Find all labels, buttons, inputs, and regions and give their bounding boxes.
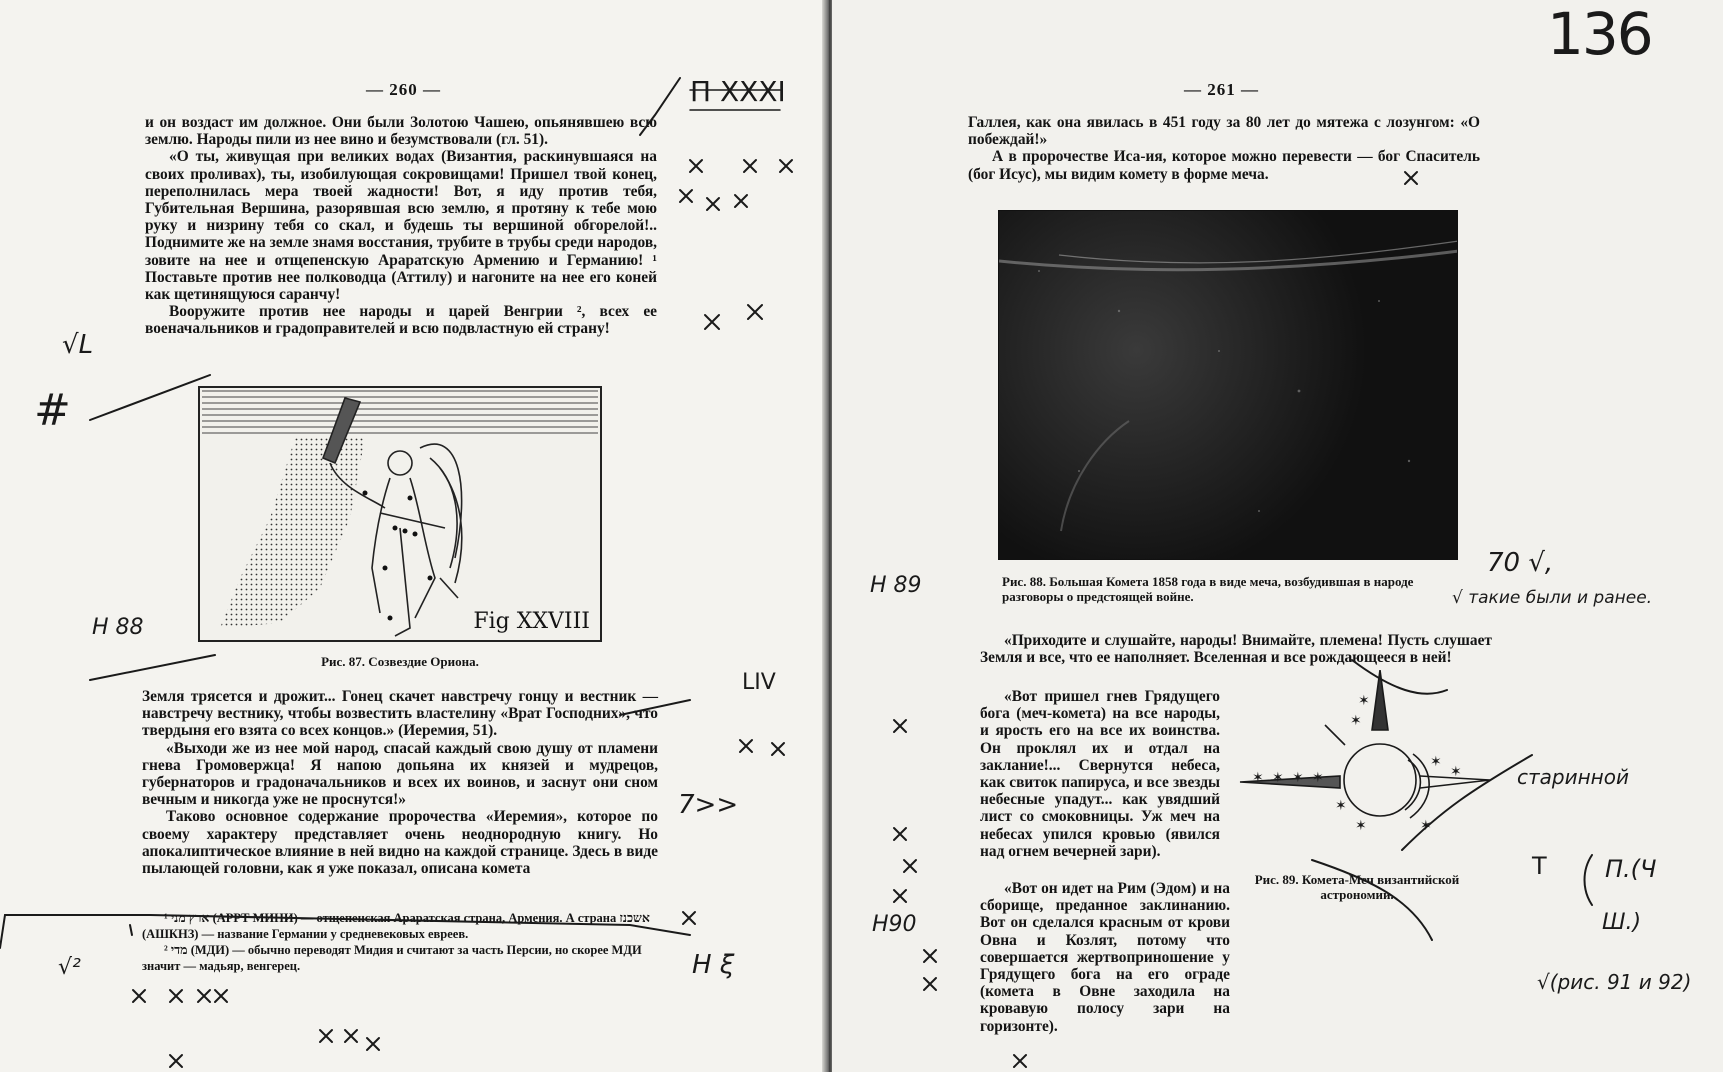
- annotation: 70 √,: [1487, 548, 1554, 578]
- left-text-top: [145, 114, 657, 338]
- annotation: Ш.): [1602, 910, 1642, 935]
- annotation: √ такие были и ранее.: [1452, 588, 1653, 608]
- paragraph: и он воздаст им должное. Они были Золотою Чашею, опьянявшею всю землю. Народы пили из нее вино и безумствовали (гл. 51).: [145, 114, 657, 149]
- svg-text:✶: ✶: [1350, 713, 1362, 729]
- annotation: 7>>: [678, 790, 739, 820]
- svg-text:✶: ✶: [1420, 818, 1432, 834]
- annotation: √(рис. 91 и 92): [1537, 970, 1692, 994]
- page-number-right: — 261 —: [1184, 80, 1259, 99]
- svg-text:✶: ✶: [1355, 818, 1367, 834]
- annotation: Н 88: [92, 615, 144, 640]
- comet-sword-figure: [1230, 670, 1510, 850]
- footnote: ² מדי (МДИ) — обычно переводят Мидия и считают за часть Персии, но скорее МДИ значит — мадьяр, венгерец.: [142, 943, 642, 973]
- svg-text:✶: ✶: [1450, 764, 1462, 780]
- paragraph: Галлея, как она явилась в 451 году за 80 лет до мятежа с лозунгом: «О побеждай!»: [968, 114, 1480, 149]
- annotation: LIV: [742, 670, 776, 695]
- figure-caption-87: Рис. 87. Созвездие Ориона.: [321, 654, 479, 669]
- svg-text:✶: ✶: [1335, 798, 1347, 814]
- corner-mark: 136: [1547, 0, 1652, 68]
- annotation: Н 89: [870, 573, 922, 598]
- svg-text:✶: ✶: [1292, 770, 1304, 786]
- right-text-end: [980, 880, 1230, 1035]
- paragraph: «Выходи же из нее мой народ, спасай каждый свою душу от пламени гнева Громовержца! Я напою допьяна их князей и мудрецов, губернаторов и градоначальников и всех их воинов, и заснут они сном вечным и никогда уже не проснутся!»: [142, 739, 658, 809]
- annotation: Н90: [872, 912, 917, 937]
- page-number-left: — 260 —: [366, 80, 441, 99]
- svg-text:✶: ✶: [1252, 770, 1264, 786]
- paragraph: А в пророчестве Иса-ия, которое можно перевести — бог Спаситель (бог Исус), мы видим комету в форме меча.: [968, 148, 1480, 183]
- paragraph: Вооружите против нее народы и царей Венгрии ², всех ее военачальников и градоправителей и всю подвластную ей страну!: [145, 303, 657, 338]
- paragraph: «Вот пришел гнев Грядущего бога (меч-комета) на все народы, и ярость его на все их воинства. Он проклял их и отдал на заклание!... Свернутся небеса, как свиток папируса, и все звезды небесные упадут... как увядший лист со смоковницы. Уж меч на небесах упился кровью (явился над огнем вечерней зари).: [980, 688, 1220, 860]
- paragraph: Таково основное содержание пророчества «Иеремия», которое по своему характеру представляет очень неоднородную книгу. Но апокалиптическое влияние в ней видно на каждой странице. Здесь в виде пылающей головни, как я уже показал, описана комета: [142, 808, 658, 878]
- annotation: П.(Ч: [1605, 855, 1657, 883]
- right-text-top: [968, 114, 1480, 183]
- right-page: [832, 0, 1723, 1072]
- paragraph: «Вот он идет на Рим (Эдом) и на сборище, преданное заклинанию. Вот он сделался красным от крови Овна и Козлят, потому что совершается жертвоприношение у Грядущего бога на его ограде (комета в Овне заходила на кровавую полосу зари на горизонте).: [980, 880, 1230, 1035]
- annotation: √²: [58, 955, 81, 980]
- orion-illustration: [200, 388, 600, 640]
- annotation: Н ξ: [692, 950, 735, 980]
- left-text-bottom: [142, 688, 658, 877]
- comet-illustration: [999, 211, 1457, 559]
- right-text-bottom: [980, 632, 1492, 666]
- annotation: П XXXI: [690, 75, 786, 108]
- figure-caption-88: Рис. 88. Большая Комета 1858 года в виде меча, возбудившая в народе разговоры о предстоящей войне.: [1002, 574, 1414, 604]
- right-text-column: [980, 688, 1220, 860]
- paragraph: «Приходите и слушайте, народы! Внимайте, племена! Пусть слушает Земля и все, что ее наполняет. Вселенная и все рождающееся в ней!: [980, 632, 1492, 667]
- svg-text:✶: ✶: [1272, 770, 1284, 786]
- annotation: Т: [1532, 852, 1547, 880]
- footnote: ¹ ארץ מני (АРРТ МИНИ) — отщепенская Араратская страна, Армения. А страна אשכנז (АШКНЗ) — название Германии у средневековых евреев.: [142, 911, 650, 941]
- svg-text:✶: ✶: [1430, 754, 1442, 770]
- paragraph: Земля трясется и дрожит... Гонец скачет навстречу гонцу и вестник — навстречу вестнику, чтобы возвестить властелину «Врат Господних», что твердыня его взята со всех концов.» (Иеремия, 51).: [142, 688, 658, 740]
- comet-photo: [998, 210, 1458, 560]
- svg-text:✶: ✶: [1358, 693, 1370, 709]
- svg-text:✶: ✶: [1312, 770, 1324, 786]
- figure-label: Fig XXVIII: [473, 609, 590, 634]
- paragraph: «О ты, живущая при великих водах (Византия, раскинувшаяся на своих проливах), ты, изобилующая сокровищами! Пришел твой конец, переполнилась мера твоей жадности! Вот, я иду против тебя, Губительная Вершина, разорявшая всю землю, я протяну к тебе мою руку и низрину тебя со скал, и будешь ты вершиной обгорелой!.. Поднимите же на земле знамя восстания, трубите в трубы среди народов, зовите на нее и отщепенскую Араратскую Армению и Германию! ¹ Поставьте против нее полководца (Аттилу) и нагоните на нее его коней как щетинящуюся саранчу!: [145, 148, 657, 304]
- annotation: старинной: [1517, 765, 1629, 789]
- figure-caption-89: Рис. 89. Комета-Меч византийской астрономии.: [1254, 872, 1460, 902]
- orion-figure: [198, 386, 602, 642]
- annotation: √L: [62, 330, 94, 360]
- left-page: [0, 0, 826, 1072]
- annotation: #: [34, 385, 71, 436]
- footnotes: [142, 910, 658, 974]
